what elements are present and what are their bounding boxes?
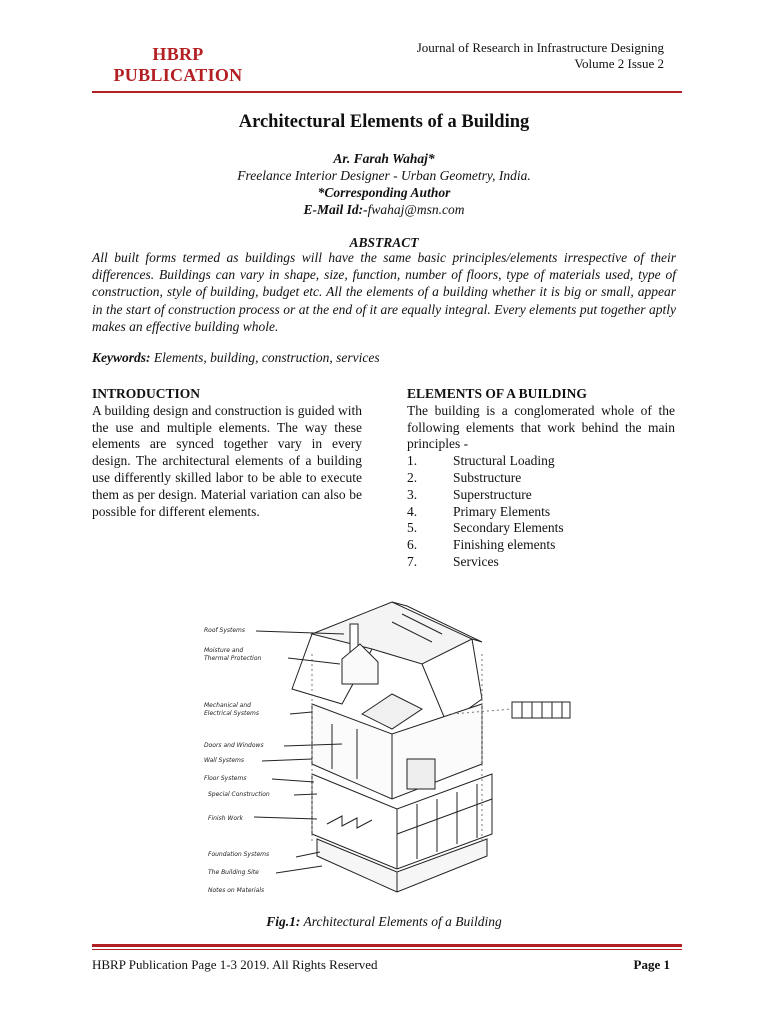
elements-list (407, 453, 675, 571)
footer-copyright: HBRP Publication Page 1-3 2019. All Rights Reserved (92, 957, 378, 972)
figure-label: Mechanical and (204, 702, 251, 709)
journal-volume: Volume 2 Issue 2 (574, 56, 664, 71)
author-affiliation: Freelance Interior Designer - Urban Geometry, India. (237, 168, 531, 183)
journal-header (417, 40, 664, 72)
building-elements-figure (192, 594, 584, 900)
journal-name: Journal of Research in Infrastructure Designing (416, 40, 664, 55)
corresponding-author-note: *Corresponding Author (317, 185, 451, 200)
introduction-section (92, 386, 362, 520)
figure-label: Foundation Systems (208, 851, 270, 858)
footer-divider (92, 944, 682, 947)
email-line (0, 201, 768, 218)
list-item: 7. Services (407, 553, 499, 569)
abstract-text: All built forms termed as buildings will have the same basic principles/elements irrespective of their differences. Buildings can vary in shape, size, function, number of floors, type of materials used, type of construction, style of building, budget etc. All the elements of a building whether it is big or small, appear in the start of construction process or at the end of it are equally integral. Every elements put together aptly makes an effective building whole. (92, 250, 676, 334)
figure-label: Electrical Systems (204, 710, 259, 717)
figure-label: Doors and Windows (204, 742, 264, 749)
figure-label: Roof Systems (204, 627, 246, 634)
list-item: 2. Substructure (407, 469, 522, 485)
figure-label: Finish Work (208, 815, 243, 822)
figure-label: Moisture and (204, 647, 244, 654)
figure-caption-text: Architectural Elements of a Building (300, 914, 502, 929)
author-name: Ar. Farah Wahaj* (333, 151, 435, 166)
email-label: E-Mail Id:- (303, 202, 368, 217)
introduction-heading: INTRODUCTION (92, 386, 201, 401)
logo-line-1: HBRP (152, 44, 204, 64)
elements-section (407, 386, 675, 571)
figure-caption (0, 914, 768, 930)
figure-caption-label: Fig.1: (266, 914, 301, 929)
figure-label: Floor Systems (204, 775, 247, 782)
footer-divider-thin (92, 949, 682, 950)
figure-label: Notes on Materials (208, 887, 265, 894)
logo-line-2: PUBLICATION (113, 65, 243, 85)
keywords-label: Keywords: (92, 350, 151, 365)
figure-label: Wall Systems (204, 757, 245, 764)
publisher-logo (108, 44, 248, 86)
list-item: 4. Primary Elements (407, 503, 551, 519)
list-item: 6. Finishing elements (407, 537, 556, 553)
introduction-text: A building design and construction is guided with the use and multiple elements. The way these elements are synced together vary in every design. The architectural elements of a building use differently skilled labor to be able to execute them as per design. Material variation can also be possible for different elements. (92, 402, 362, 519)
list-item: 5. Secondary Elements (407, 520, 564, 536)
elements-heading: ELEMENTS OF A BUILDING (407, 386, 587, 401)
keywords-line (92, 350, 380, 366)
list-item: 1. Structural Loading (407, 453, 555, 469)
email-address[interactable]: fwahaj@msn.com (367, 202, 465, 217)
abstract-heading: ABSTRACT (349, 235, 419, 250)
elements-intro-text: The building is a conglomerated whole of the following elements that work behind the main principles - (407, 402, 675, 452)
figure-label: Thermal Protection (204, 655, 262, 662)
figure-label: Special Construction (208, 791, 270, 798)
list-item: 3. Superstructure (407, 486, 532, 502)
page-number: Page 1 (633, 957, 670, 972)
figure-label: The Building Site (208, 869, 259, 876)
header-divider (92, 91, 682, 93)
keywords-list: Elements, building, construction, services (150, 350, 380, 365)
paper-title: Architectural Elements of a Building (238, 112, 530, 132)
